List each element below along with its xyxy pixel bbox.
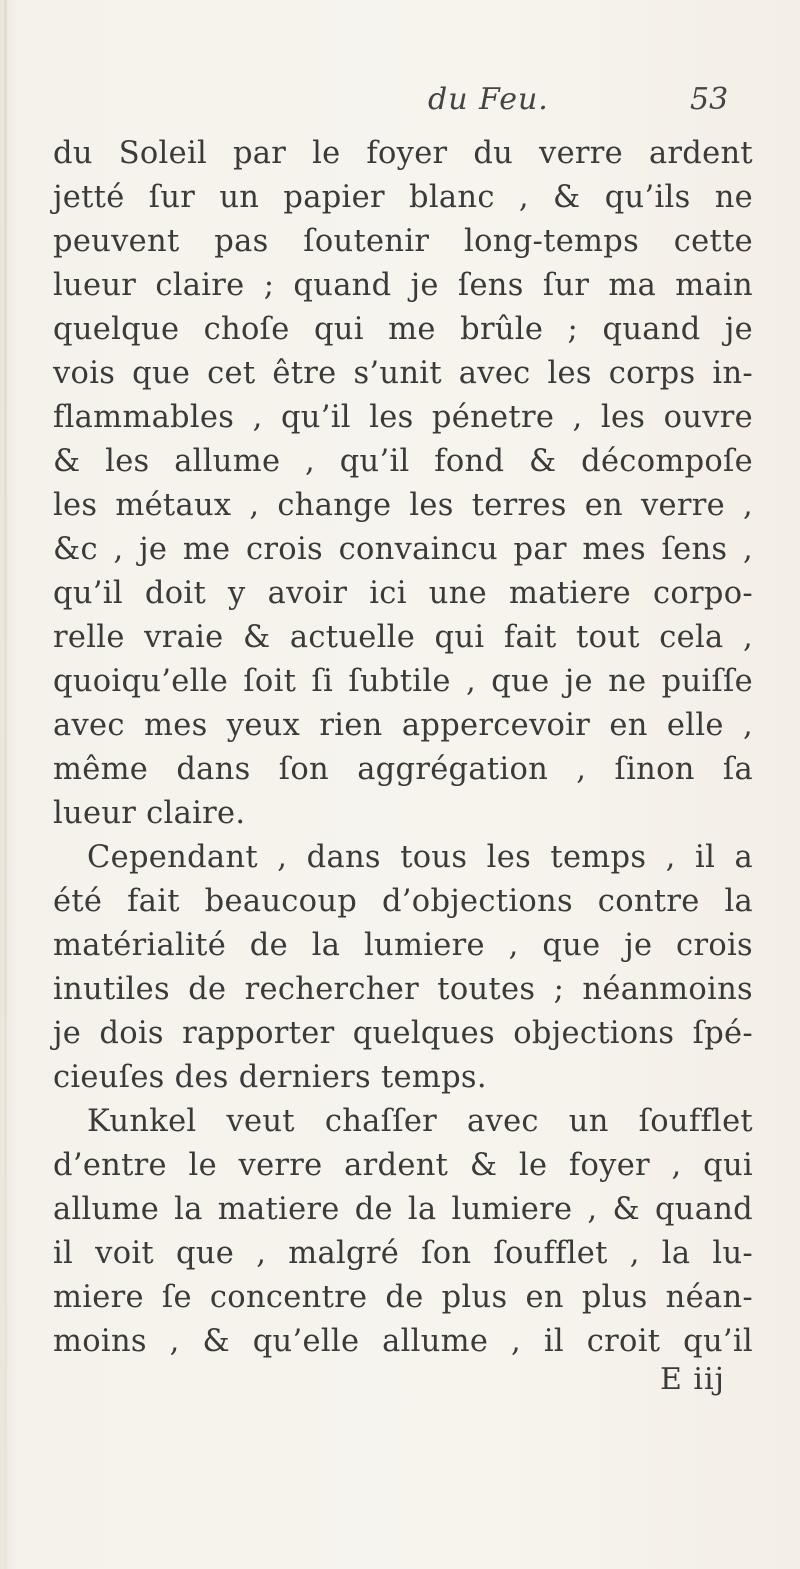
text-line: & les allume , qu’il fond & décompoſe [53, 444, 753, 479]
text-line: vois que cet être s’unit avec les corps in- [53, 356, 753, 391]
text-line: lueur claire. [53, 796, 246, 831]
text-line: peuvent pas ſoutenir long-temps cette [53, 224, 753, 259]
text-line: d’entre le verre ardent & le foyer , qui [53, 1148, 753, 1183]
text-line: même dans ſon aggrégation , ſinon ſa [53, 752, 753, 787]
text-line: cieuſes des derniers temps. [53, 1060, 487, 1095]
running-head: du Feu. [428, 82, 549, 117]
text-line: Cependant , dans tous les temps , il a [87, 840, 753, 875]
text-line: jetté ſur un papier blanc , & qu’ils ne [53, 180, 753, 215]
text-line: allume la matiere de la lumiere , & quand [53, 1192, 753, 1227]
text-line: lueur claire ; quand je ſens ſur ma main [53, 268, 753, 303]
text-line: je dois rapporter quelques objections ſpé- [53, 1016, 753, 1051]
text-line: inutiles de rechercher toutes ; néanmoins [53, 972, 753, 1007]
page-header [0, 82, 800, 122]
text-line: miere ſe concentre de plus en plus néan- [53, 1280, 753, 1315]
page-number: 53 [690, 82, 729, 117]
signature-mark: E iij [660, 1362, 725, 1397]
text-line: été fait beaucoup d’objections contre la [53, 884, 753, 919]
text-line: Kunkel veut chaſſer avec un ſoufflet [87, 1104, 753, 1139]
text-line: il voit que , malgré ſon ſoufflet , la lu- [53, 1236, 753, 1271]
text-line: qu’il doit y avoir ici une matiere corpo- [53, 576, 753, 611]
page-gutter [4, 0, 7, 1569]
text-line: quelque choſe qui me brûle ; quand je [53, 312, 753, 347]
text-line: relle vraie & actuelle qui fait tout cela , [53, 620, 753, 655]
text-line: flammables , qu’il les pénetre , les ouvre [53, 400, 753, 435]
text-line: avec mes yeux rien appercevoir en elle , [53, 708, 753, 743]
text-line: quoiqu’elle ſoit ſi ſubtile , que je ne puiſſe [53, 664, 753, 699]
text-line: &c , je me crois convaincu par mes ſens , [53, 532, 753, 567]
text-line: moins , & qu’elle allume , il croit qu’il [53, 1324, 753, 1359]
text-line: du Soleil par le foyer du verre ardent [53, 136, 753, 171]
text-line: matérialité de la lumiere , que je crois [53, 928, 753, 963]
text-line: les métaux , change les terres en verre , [53, 488, 753, 523]
